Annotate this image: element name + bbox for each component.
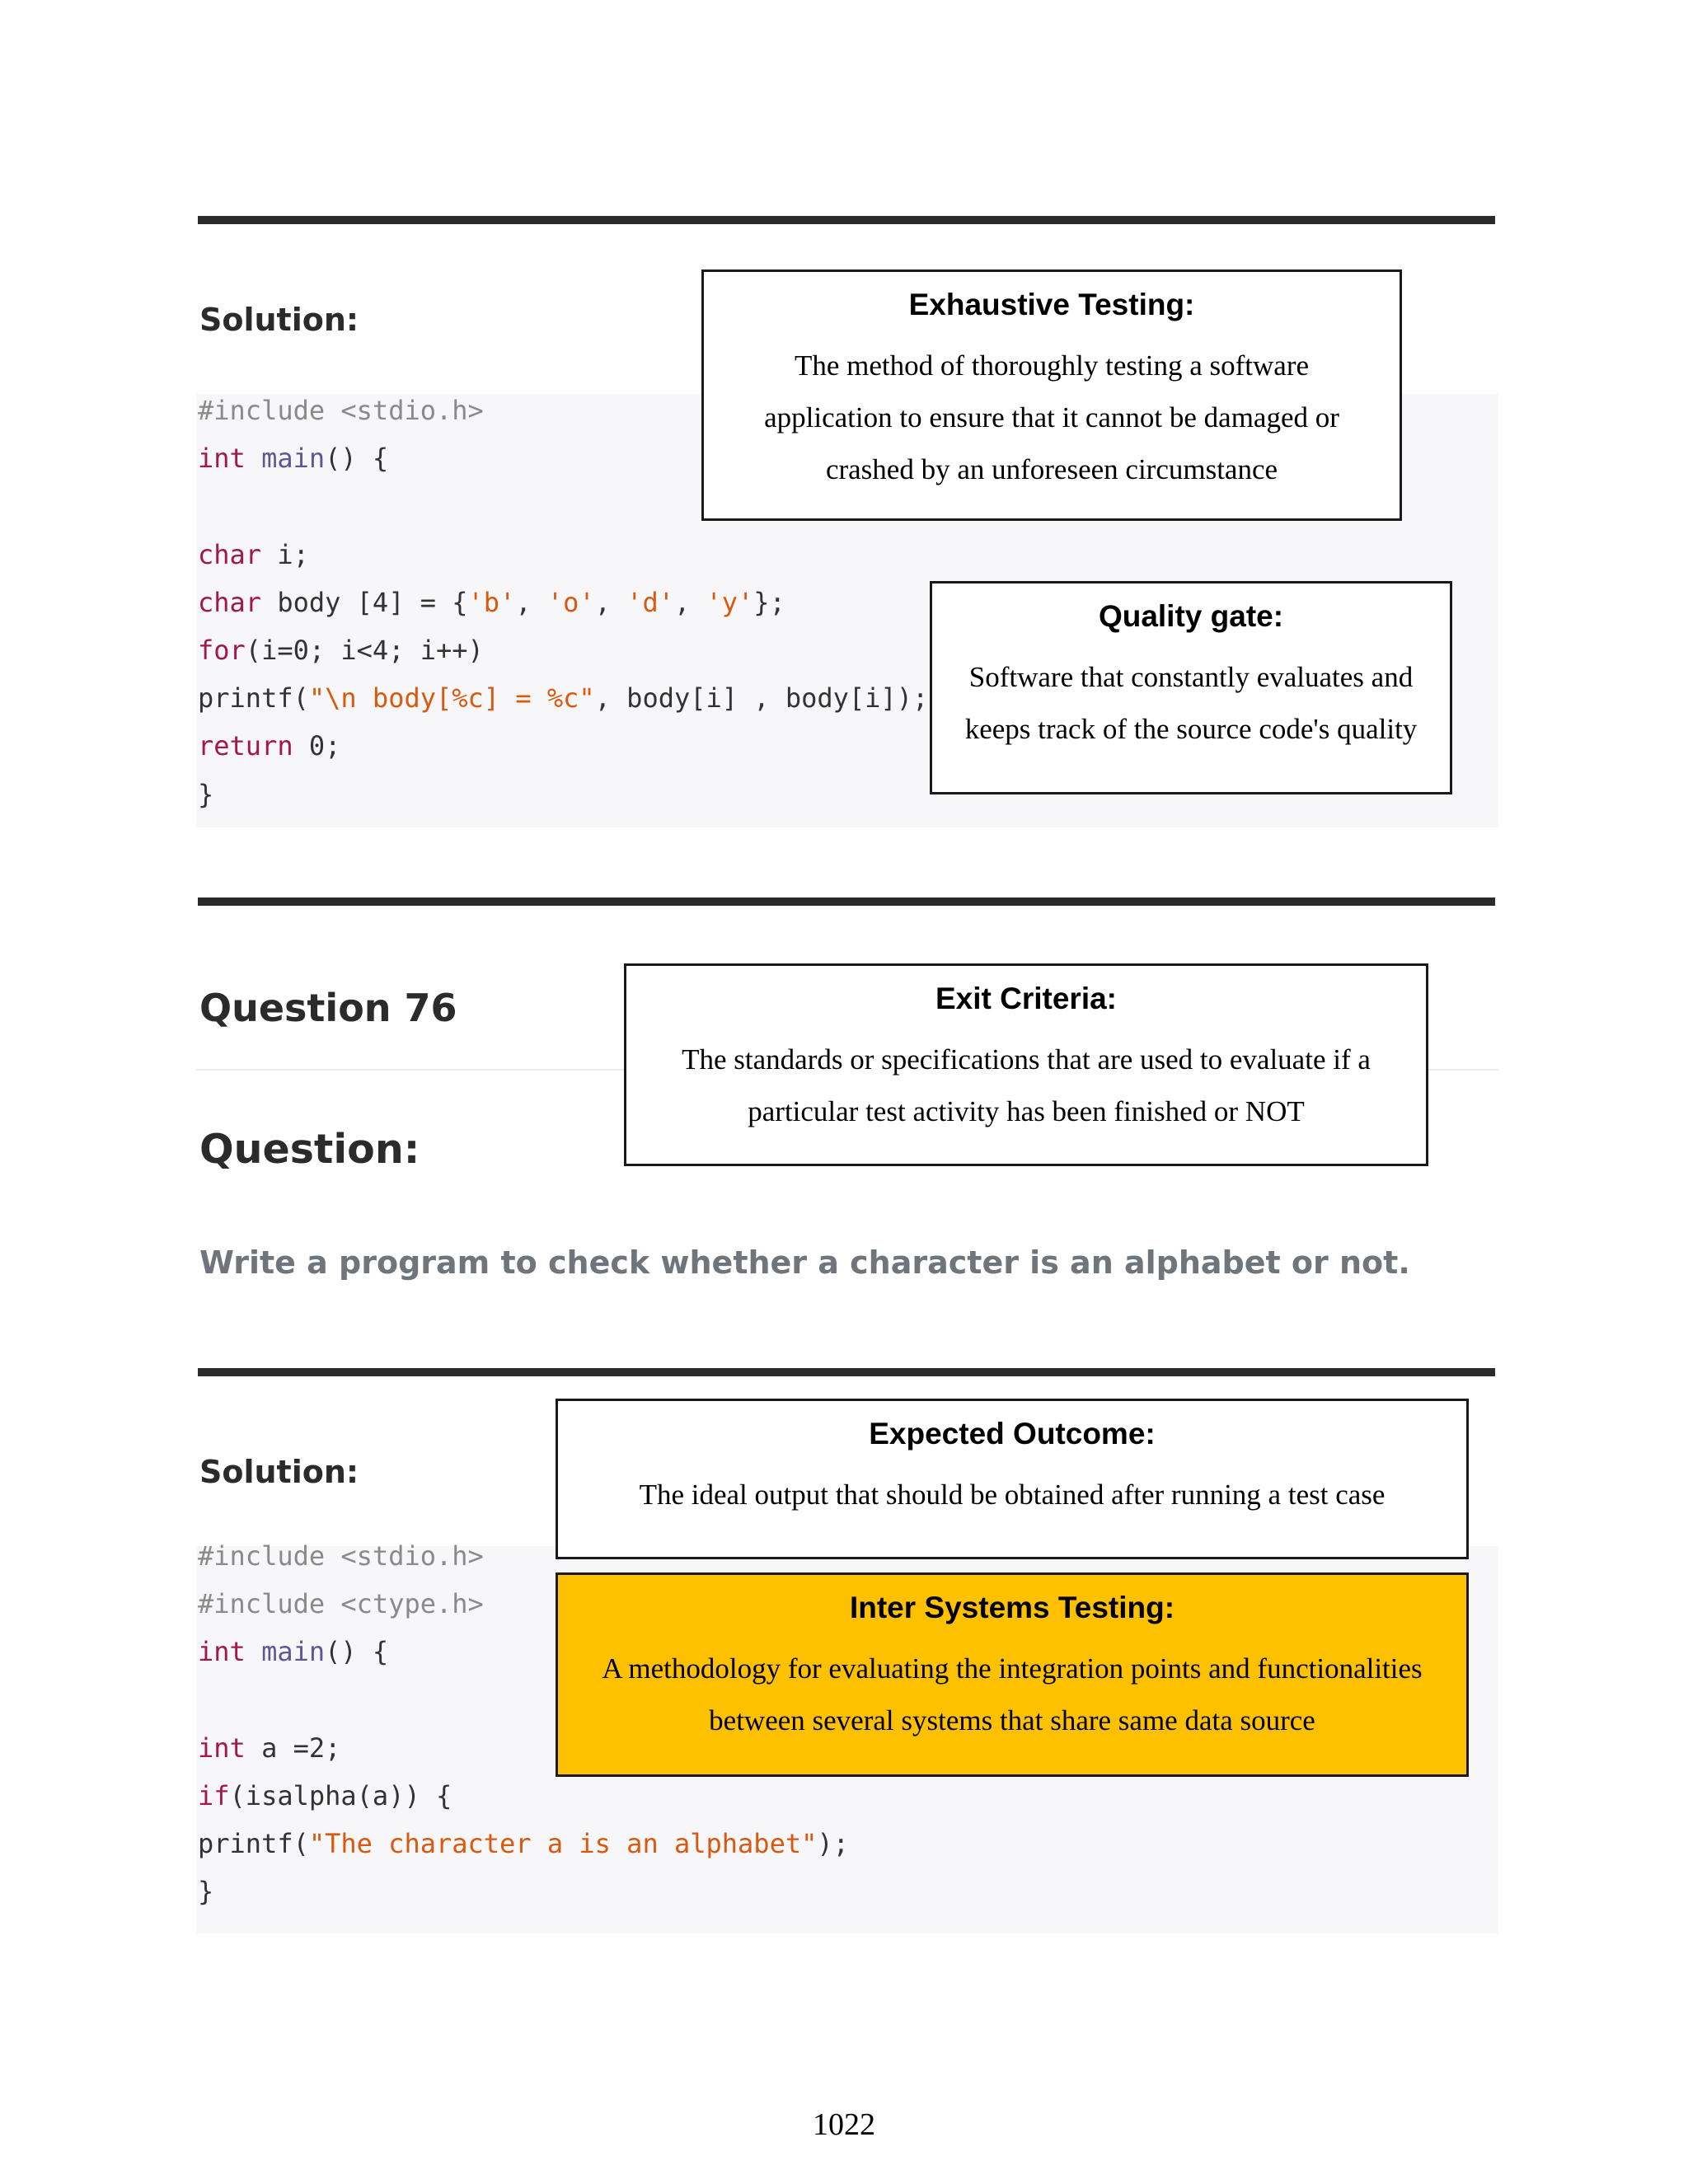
code-token: (i=0; i<4; i++) [245,635,484,666]
callout-exhaustive-testing [701,269,1402,521]
code-token: "The character a is an alphabet" [308,1828,818,1860]
code-token: #include <ctype.h> [198,1588,484,1620]
code-line [198,1587,484,1620]
code-token: for [198,635,246,666]
question-number-title: Question 76 [199,986,457,1030]
code-token: main [261,1636,326,1668]
callout-line: The standards or specifications that are used to evaluate if a [682,1043,1371,1076]
code-token: , [594,586,627,618]
code-line [198,1779,452,1812]
code-line [198,682,928,715]
code-token: , [673,586,706,618]
code-token: 'o' [546,586,595,618]
callout-body [626,1033,1426,1137]
code-line [198,1635,388,1668]
code-token: , [515,586,547,618]
callout-title: Quality gate: [1098,599,1284,633]
callout-line: A methodology for evaluating the integration points and functionalities [602,1652,1423,1685]
callout-body [704,340,1400,495]
code-line [198,538,309,571]
callout-quality-gate [930,581,1452,794]
callout-line: crashed by an unforeseen circumstance [825,453,1278,485]
callout-line: application to ensure that it cannot be damaged or [764,401,1339,434]
code-token: char [198,538,262,570]
code-line [198,1684,213,1717]
code-token: () { [325,443,389,475]
code-token: "\n body[%c] = %c" [308,682,595,715]
code-token: , body[i] , body[i]); [594,682,929,715]
callout-line: particular test activity has been finished or NOT [748,1095,1305,1127]
callout-title: Exhaustive Testing: [908,288,1195,321]
code-token: a =2; [245,1732,341,1764]
callout-title: Inter Systems Testing: [849,1591,1175,1624]
code-line [198,586,785,619]
code-token: () { [325,1636,389,1668]
code-line [198,1875,213,1908]
code-line [198,490,213,523]
code-token: ); [817,1828,849,1860]
code-token: #include <stdio.h> [198,395,484,426]
code-line [198,778,213,811]
callout-line: The method of thoroughly testing a software [794,349,1310,382]
section-divider-bottom [198,1368,1495,1376]
code-token: i; [261,538,309,570]
callout-title: Exit Criteria: [935,982,1117,1015]
code-line [198,1827,849,1860]
code-token: } [198,1876,214,1908]
code-token: #include <stdio.h> [198,1540,484,1572]
callout-expected-outcome [556,1399,1469,1559]
code-token: int [198,1636,246,1668]
code-token [246,443,261,474]
callout-line: keeps track of the source code's quality [964,713,1418,745]
callout-body [558,1469,1466,1521]
code-token: if [198,1780,230,1811]
callout-body [932,651,1450,755]
callout-line: between several systems that share same data source [709,1704,1315,1736]
code-token: printf( [198,1828,309,1860]
code-token: body [4] = { [261,586,468,618]
callout-line: The ideal output that should be obtained after running a test case [639,1479,1386,1511]
code-token: main [261,443,326,475]
code-line [198,729,340,762]
page-number: 1022 [813,2107,875,2142]
code-token: 0; [293,730,341,762]
code-token: int [198,443,246,475]
callout-exit-criteria [624,963,1428,1166]
code-token: } [198,778,214,810]
code-line [198,1732,340,1765]
solution-heading-1: Solution: [199,302,359,338]
code-line [198,394,484,427]
code-token: }; [753,586,785,618]
callout-title: Expected Outcome: [869,1417,1156,1451]
code-token: 'b' [467,586,516,618]
code-token [246,1636,261,1667]
section-divider-middle [198,898,1495,906]
code-token: printf( [198,682,309,715]
code-token: char [198,586,262,618]
code-token: return [198,730,293,762]
code-line [198,634,484,667]
question-heading: Question: [199,1126,420,1173]
callout-inter-systems-testing [556,1572,1469,1777]
code-token: int [198,1732,246,1764]
code-line [198,1540,484,1572]
callout-line: Software that constantly evaluates and [968,661,1414,693]
question-text: Write a program to check whether a character is an alphabet or not. [199,1244,1410,1281]
code-token: 'y' [706,586,754,618]
code-line [198,442,388,475]
solution-heading-2: Solution: [199,1454,359,1490]
code-token: (isalpha(a)) { [229,1780,452,1811]
section-divider-top [198,216,1495,224]
callout-body [558,1643,1466,1746]
code-token: 'd' [626,586,674,618]
